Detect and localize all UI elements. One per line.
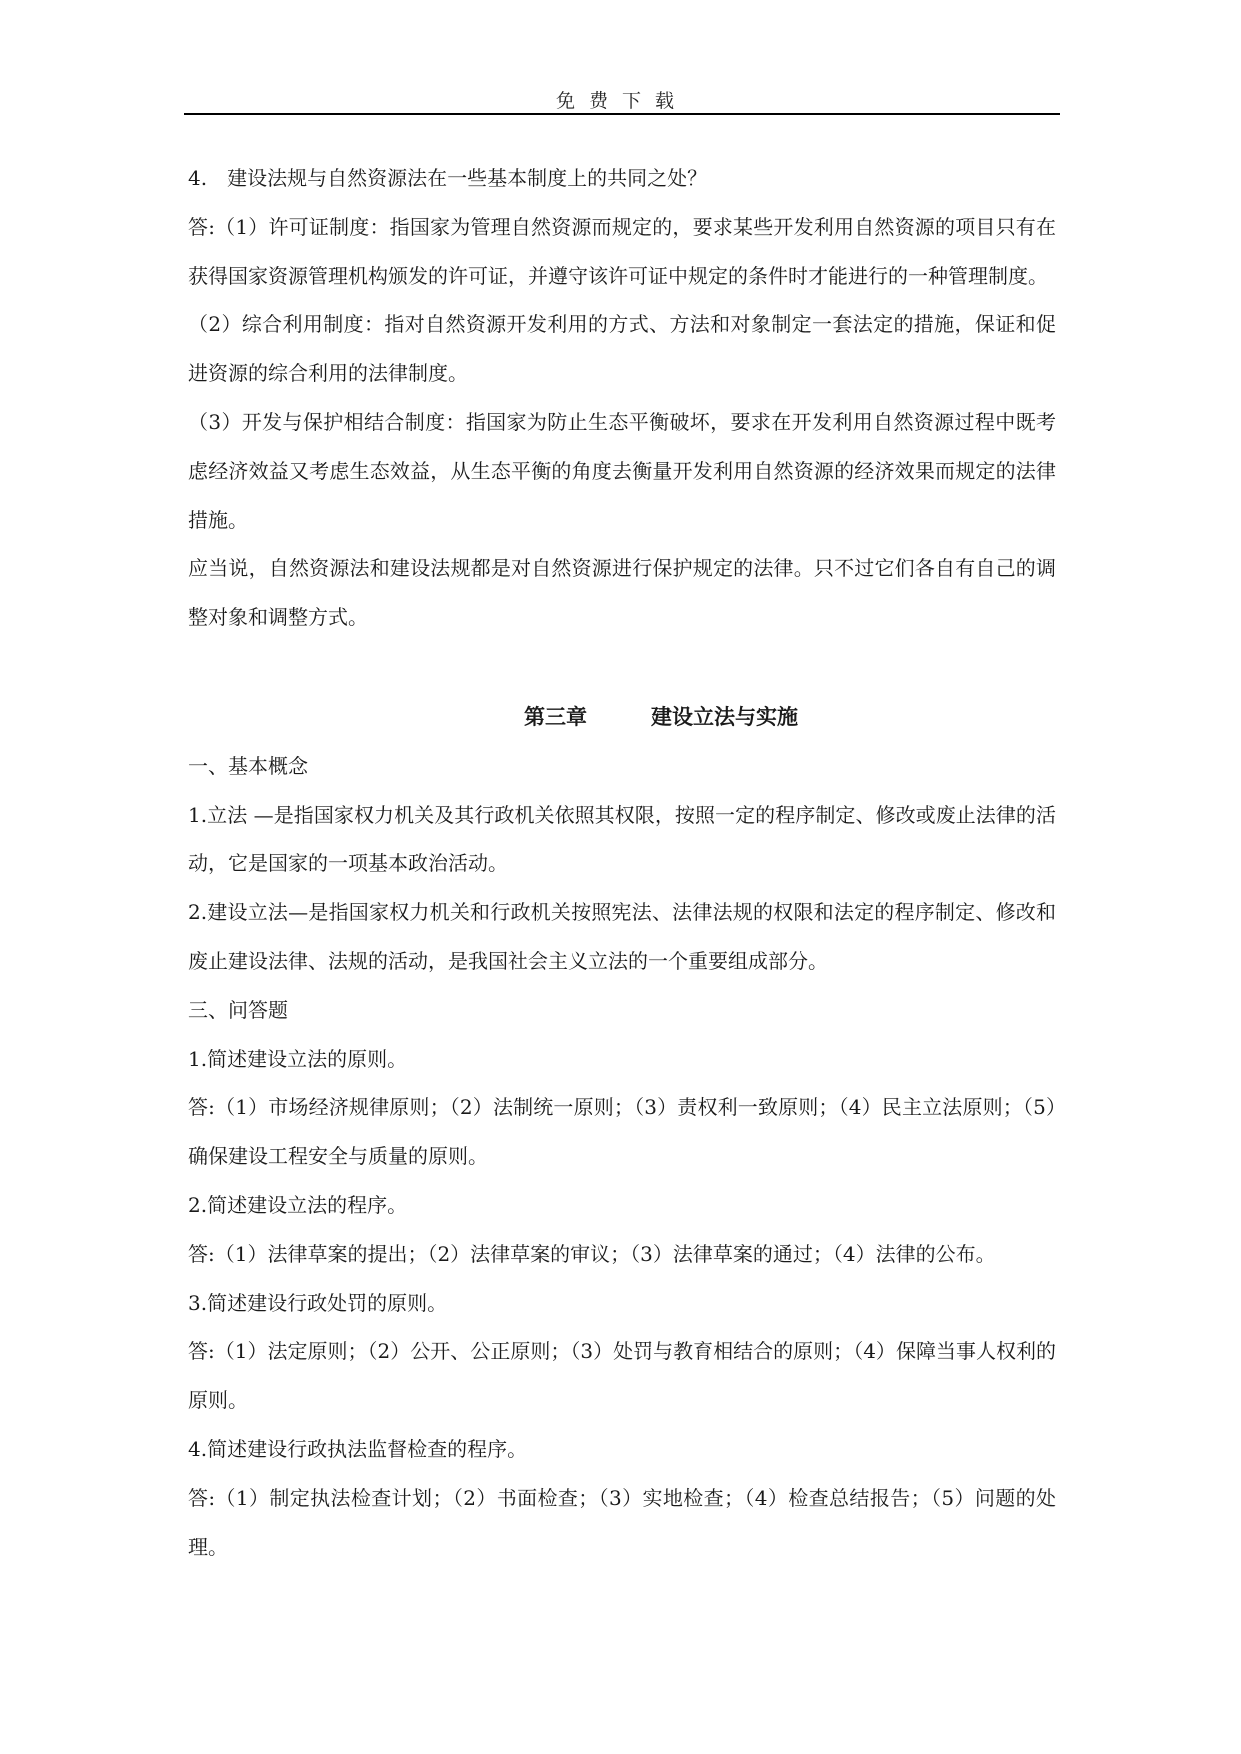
section-heading-concepts: 一、基本概念 — [188, 753, 308, 778]
question-4: 4. 建设法规与自然资源法在一些基本制度上的共同之处？ — [188, 166, 708, 190]
chapter-title: 建设立法与实施 — [651, 703, 798, 729]
qa-question-1: 1.简述建设立法的原则。 — [188, 1046, 408, 1071]
section-heading-qa: 三、问答题 — [188, 997, 288, 1022]
qa-question-3: 3.简述建设行政处罚的原则。 — [188, 1290, 448, 1315]
concept-1: 1.立法 —是指国家权力机关及其行政机关依照其权限，按照一定的程序制定、修改或废止法律的活动，它是国家的一项基本政治活动。 — [188, 802, 1056, 876]
qa-answer-3: 答:（1）法定原则；（2）公开、公正原则；（3）处罚与教育相结合的原则；（4）保障当事人权利的原则。 — [188, 1339, 1056, 1413]
answer-4-summary: 应当说，自然资源法和建设法规都是对自然资源进行保护规定的法律。只不过它们各自有自己的调整对象和调整方式。 — [188, 556, 1056, 630]
answer-4-part-1: 答:（1）许可证制度：指国家为管理自然资源而规定的，要求某些开发利用自然资源的项目只有在获得国家资源管理机构颁发的许可证，并遵守该许可证中规定的条件时才能进行的一种管理制度。 — [188, 214, 1056, 288]
qa-answer-1: 答:（1）市场经济规律原则；（2）法制统一原则；（3）责权利一致原则；（4）民主立法原则；（5）确保建设工程安全与质量的原则。 — [188, 1095, 1056, 1169]
qa-question-2: 2.简述建设立法的程序。 — [188, 1192, 408, 1217]
page-header: 免费下载 — [555, 90, 688, 112]
answer-4-part-3: （3）开发与保护相结合制度：指国家为防止生态平衡破坏，要求在开发利用自然资源过程中既考虑经济效益又考虑生态效益，从生态平衡的角度去衡量开发利用自然资源的经济效果而规定的法律措施。 — [188, 409, 1056, 532]
qa-answer-4: 答:（1）制定执法检查计划；（2）书面检查；（3）实地检查；（4）检查总结报告；（5）问题的处理。 — [188, 1485, 1056, 1559]
concept-2: 2.建设立法—是指国家权力机关和行政机关按照宪法、法律法规的权限和法定的程序制定、修改和废止建设法律、法规的活动，是我国社会主义立法的一个重要组成部分。 — [188, 900, 1056, 973]
document-body — [188, 154, 1056, 1571]
chapter-number: 第三章 — [524, 703, 587, 729]
qa-answer-2: 答:（1）法律草案的提出；（2）法律草案的审议；（3）法律草案的通过；（4）法律的公布。 — [188, 1241, 996, 1266]
answer-4-part-2: （2）综合利用制度：指对自然资源开发利用的方式、方法和对象制定一套法定的措施，保证和促进资源的综合利用的法律制度。 — [188, 312, 1056, 386]
header-rule — [184, 113, 1060, 115]
chapter-heading — [188, 642, 1056, 742]
qa-question-4: 4.简述建设行政执法监督检查的程序。 — [188, 1436, 528, 1461]
